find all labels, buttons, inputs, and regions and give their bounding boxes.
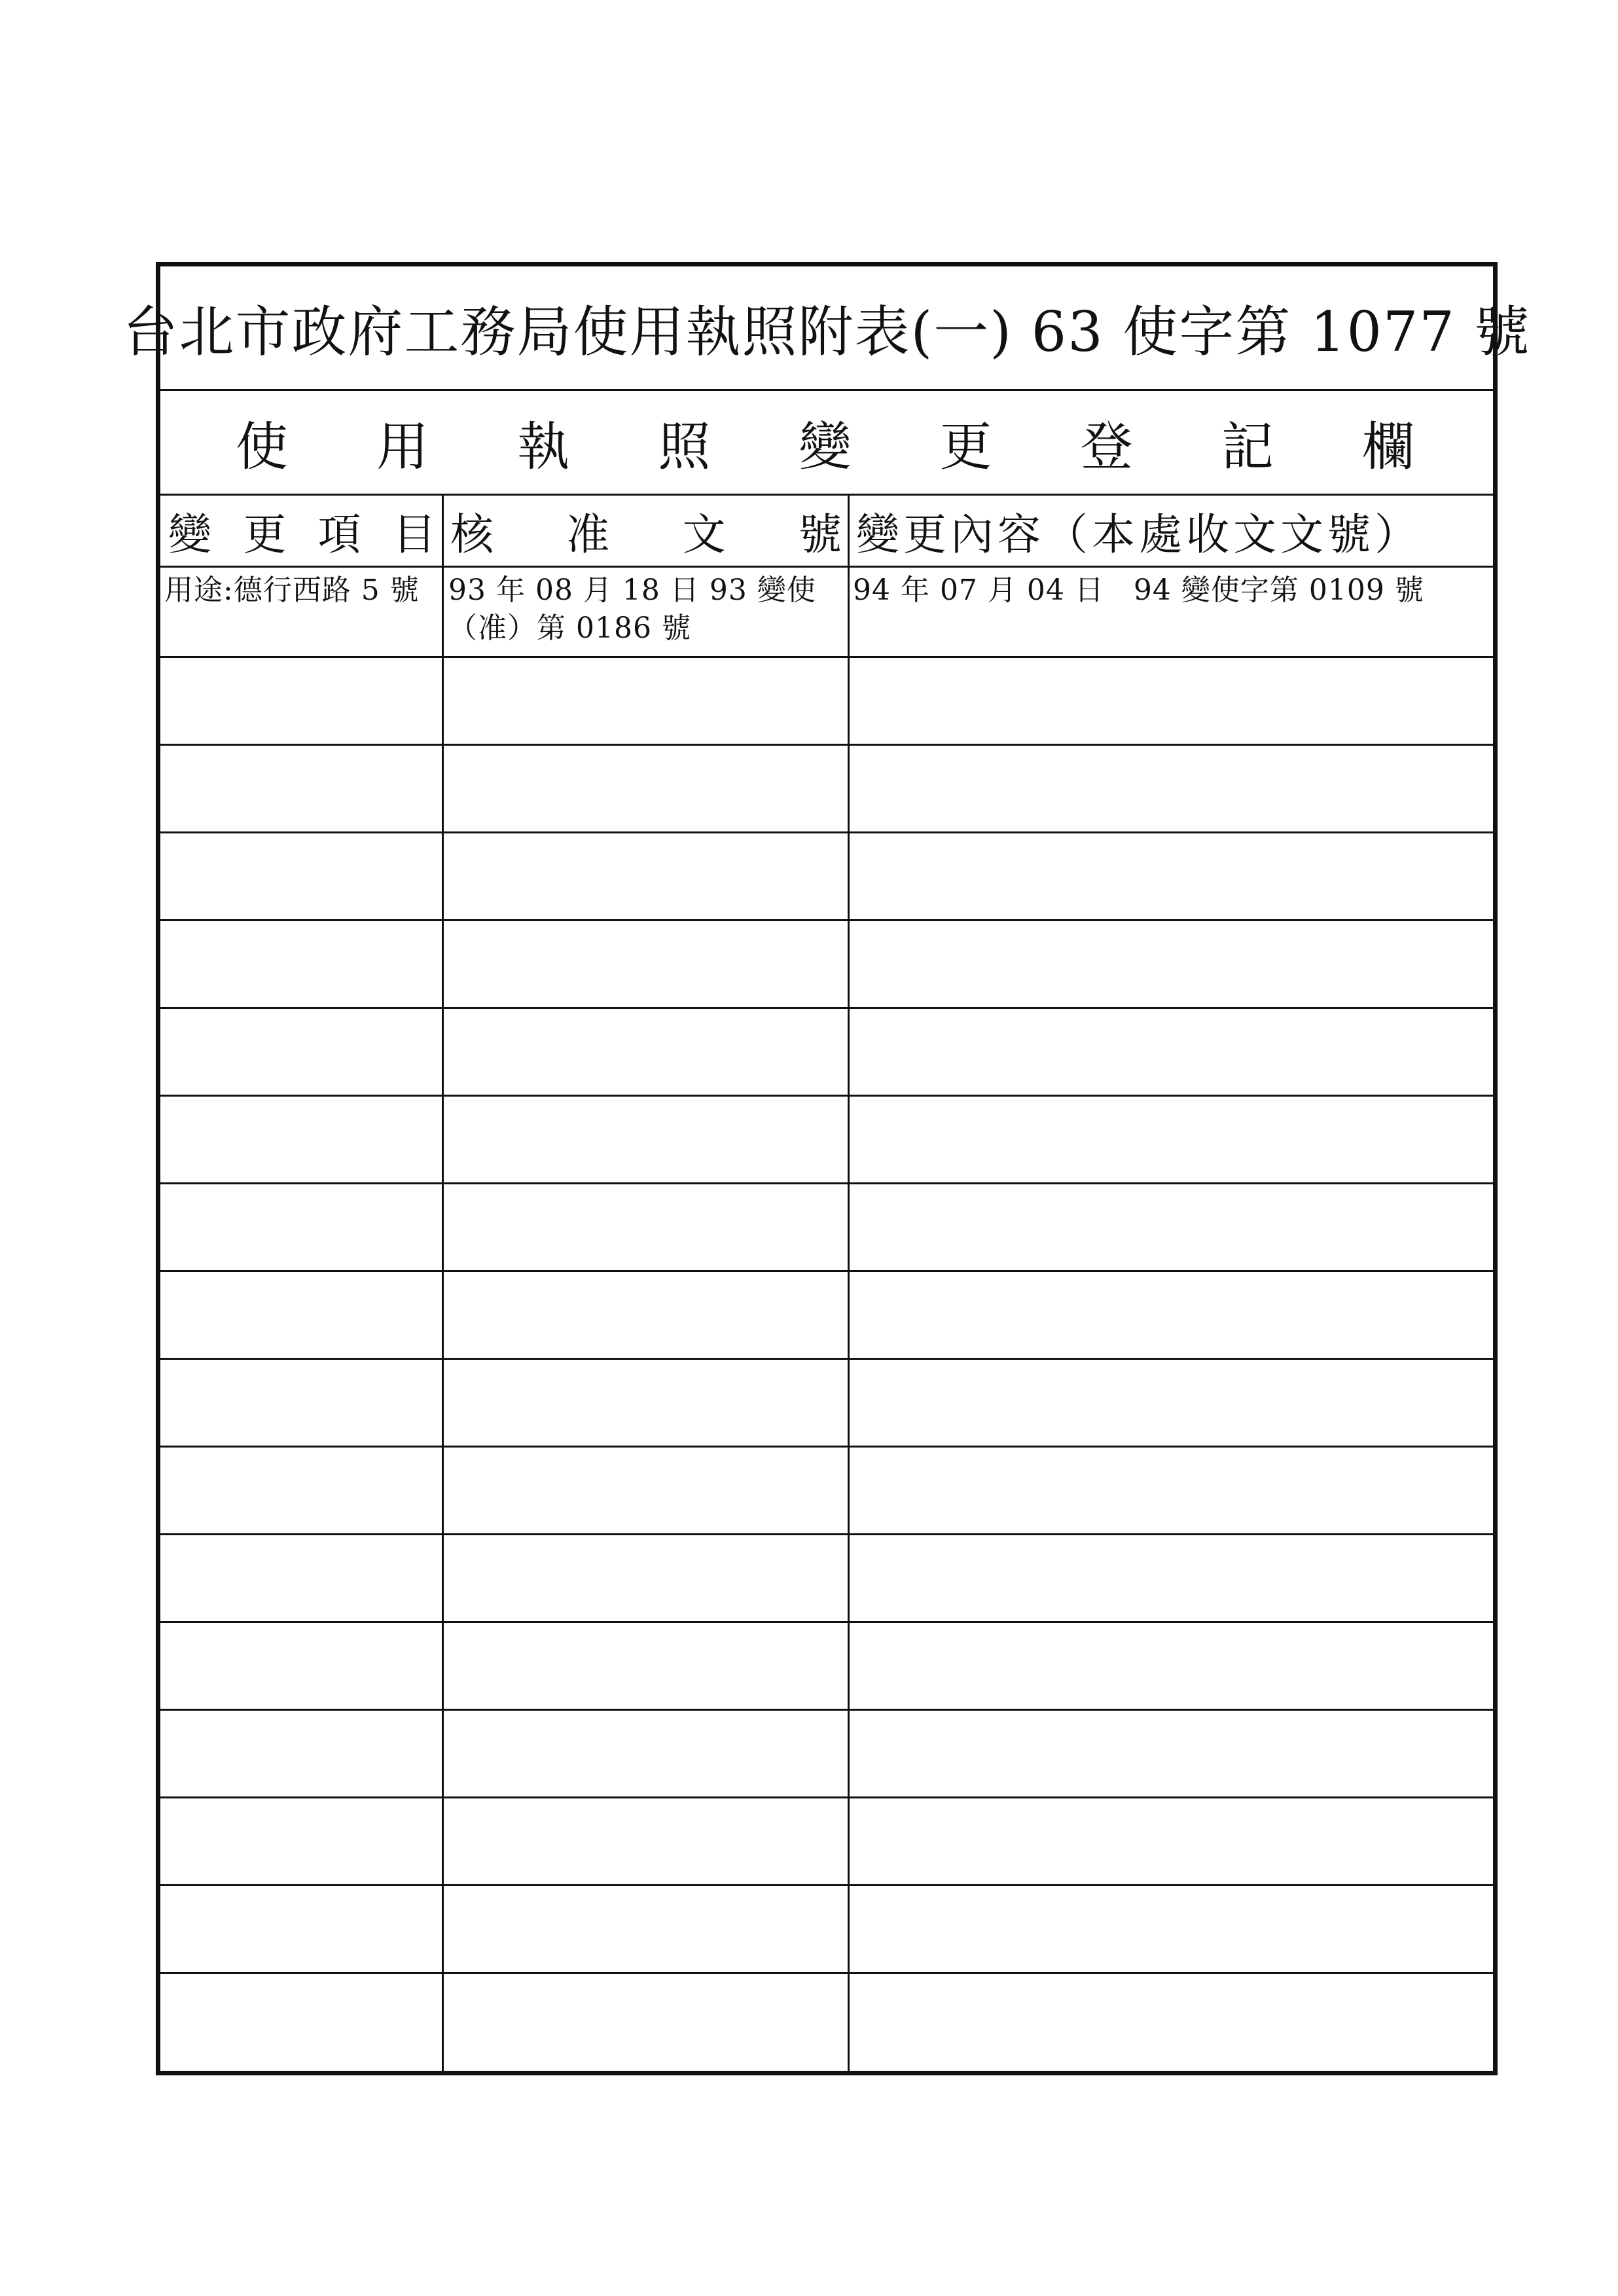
section-title-char: 使 [236,416,288,477]
row-line [160,1972,1493,1974]
row-line [160,1182,1493,1184]
column-divider [442,496,444,2071]
row-line [160,1358,1493,1360]
row-line [160,1095,1493,1097]
column-divider [848,496,850,2071]
header-change-content [848,496,1493,568]
row-line [160,656,1493,658]
row-line [160,1796,1493,1798]
row-line [160,1884,1493,1886]
row-line [160,919,1493,921]
header-change-item [160,496,442,568]
header-char: 准 [566,509,610,560]
row-line [160,831,1493,833]
header-char: 項 [317,509,361,560]
header-char: 號 [798,509,842,560]
header-text: 變更內容（本處收文文號） [856,509,1422,560]
row-line [160,1446,1493,1448]
section-title-char: 變 [799,416,852,477]
section-title-char: 執 [517,416,570,477]
header-char: 變 [168,509,211,560]
row-line [160,1621,1493,1623]
section-title-char: 更 [939,416,992,477]
section-title-char: 欄 [1362,416,1414,477]
header-char: 更 [243,509,287,560]
header-char: 目 [392,509,436,560]
section-title-char: 登 [1080,416,1133,477]
row-line [160,1270,1493,1272]
header-approval-number [442,496,848,568]
table-row-item: 用途:德行西路 5 號 [164,574,420,607]
row-line [160,1007,1493,1009]
license-form [122,262,1531,2075]
header-char: 核 [450,509,494,560]
section-title-char: 記 [1221,416,1274,477]
change-record-table [160,496,1493,2071]
section-title-char: 用 [376,416,429,477]
section-title-char: 照 [658,416,711,477]
row-line [160,744,1493,746]
header-char: 文 [682,509,726,560]
table-row-content: 94 年 07 月 04 日 94 變使字第 0109 號 [853,574,1424,607]
section-title [160,391,1493,496]
row-line [160,1533,1493,1535]
form-title: 台北市政府工務局使用執照附表(一) 63 使字第 1077 號 [160,266,1493,391]
row-line [160,1709,1493,1711]
table-row-approval: 93 年 08 月 18 日 93 變使（准）第 0186 號 [448,574,816,645]
